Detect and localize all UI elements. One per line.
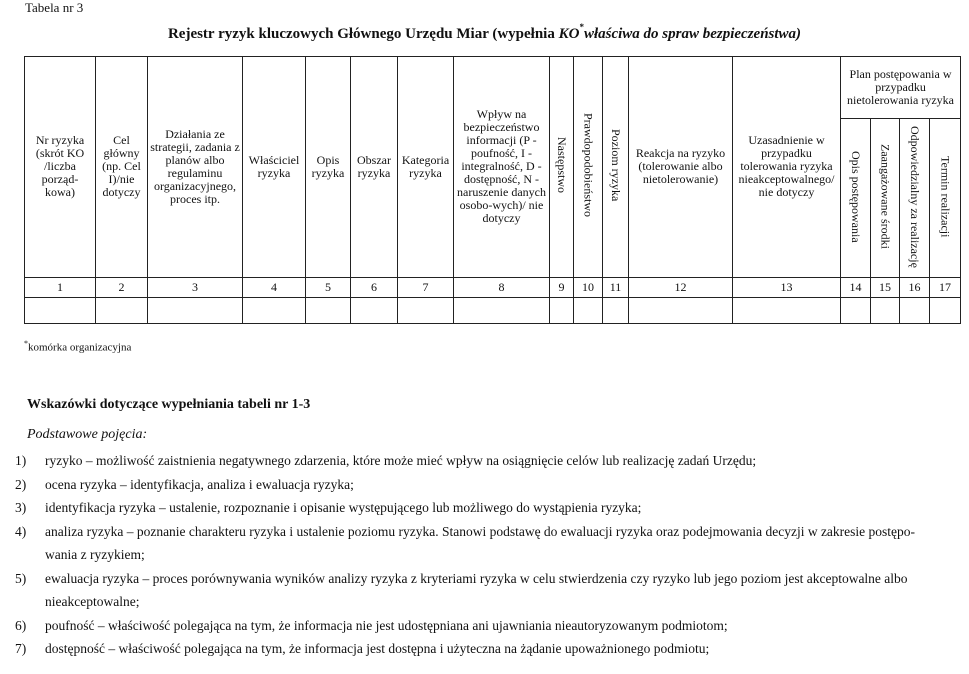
data-cell: [629, 297, 733, 323]
header-security-impact: Wpływ na bezpieczeństwo informacji (P -poufność, I - integralność, D - dostępność, N - naruszenie danych osobo-wych)/ nie dotyczy: [454, 57, 550, 278]
header-deadline: [930, 119, 961, 278]
header-consequence: [550, 57, 574, 278]
number-row: [25, 277, 961, 297]
title-owner: właściwa do spraw bezpieczeństwa): [583, 26, 802, 42]
list-item: [0, 520, 960, 567]
header-risk-description: Opis ryzyka: [306, 57, 351, 278]
guidance-subtitle: Podstawowe pojęcia:: [27, 427, 148, 442]
list-item-text-continued: nieakceptowalne;: [45, 594, 140, 609]
data-cell: [871, 297, 900, 323]
list-item-number: 6): [15, 617, 27, 633]
title-ko: KO: [558, 26, 580, 42]
list-item-text: ewaluacja ryzyka – proces porównywania wyników analizy ryzyka z kryteriami ryzyka w celu stwierdzenia czy ryzyko lub jego poziom jest akceptowalne albo: [45, 570, 908, 586]
data-cell: [603, 297, 629, 323]
data-cell: [148, 297, 243, 323]
list-item: [0, 637, 960, 661]
data-cell: [96, 297, 148, 323]
list-item-number: 4): [15, 523, 27, 539]
col-number: 13: [733, 277, 841, 297]
data-cell: [454, 297, 550, 323]
list-item: [0, 473, 960, 497]
col-number: 16: [900, 277, 930, 297]
data-cell: [733, 297, 841, 323]
guidance-title: Wskazówki dotyczące wypełniania tabeli nr 1-3: [27, 397, 311, 412]
list-item-number: 2): [15, 476, 27, 492]
header-resources: [871, 119, 900, 278]
col-number: 3: [148, 277, 243, 297]
col-number: 6: [351, 277, 398, 297]
list-item-text: ocena ryzyka – identyfikacja, analiza i ewaluacja ryzyka;: [45, 476, 354, 492]
col-number: 12: [629, 277, 733, 297]
header-risk-level: [603, 57, 629, 278]
header-risk-category: Kategoria ryzyka: [398, 57, 454, 278]
list-item-number: 5): [15, 570, 27, 586]
col-number: 9: [550, 277, 574, 297]
list-item-number: 1): [15, 453, 27, 468]
list-item: [0, 614, 960, 638]
header-probability: [574, 57, 603, 278]
col-number: 15: [871, 277, 900, 297]
col-number: 7: [398, 277, 454, 297]
list-item-text: dostępność – właściwość polegająca na tym, że informacja jest dostępna i użyteczna na żądanie upoważnionego podmiotu;: [45, 641, 710, 656]
list-item: [0, 449, 960, 473]
header-probability-text: Prawdopodobieństwo: [581, 113, 596, 218]
col-number: 2: [96, 277, 148, 297]
footnote-text: komórka organizacyjna: [28, 341, 132, 354]
header-actions: Działania ze strategii, zadania z planów albo regulaminu organizacyjnego, proces itp.: [148, 57, 243, 278]
header-resources-text: Zaangażowane środki: [878, 144, 893, 249]
data-cell: [841, 297, 871, 323]
footnote-mark: *: [24, 339, 28, 348]
col-number: 4: [243, 277, 306, 297]
empty-data-row: [25, 297, 961, 323]
header-plan-description: [841, 119, 871, 278]
header-risk-area: Obszar ryzyka: [351, 57, 398, 278]
data-cell: [306, 297, 351, 323]
data-cell: [900, 297, 930, 323]
data-cell: [398, 297, 454, 323]
list-item-number: 3): [15, 500, 27, 515]
data-cell: [25, 297, 96, 323]
list-item-text: ryzyko – możliwość zaistnienia negatywnego zdarzenia, które może mieć wpływ na osiągnięcie celów lub realizację zadań Urzędu;: [45, 453, 757, 468]
header-main-goal: Cel główny (np. Cel I)/nie dotyczy: [96, 57, 148, 278]
header-responsible: [900, 119, 930, 278]
data-cell: [550, 297, 574, 323]
col-number: 17: [930, 277, 961, 297]
list-item: [0, 567, 960, 614]
data-cell: [574, 297, 603, 323]
footnote: [24, 339, 131, 354]
header-risk-response: Reakcja na ryzyko (tolerowanie albo nietolerowanie): [629, 57, 733, 278]
col-number: 5: [306, 277, 351, 297]
header-risk-number: Nr ryzyka (skrót KO /liczba porząd-kowa): [25, 57, 96, 278]
list-item: [0, 496, 960, 520]
data-cell: [930, 297, 961, 323]
col-number: 8: [454, 277, 550, 297]
title-footnote-mark: *: [579, 22, 584, 32]
header-responsible-text: Odpowiedzialny za realizację: [908, 125, 922, 268]
header-risk-owner: Właściciel ryzyka: [243, 57, 306, 278]
list-item-text-continued: wania z ryzykiem;: [45, 547, 145, 562]
definitions-list: [0, 449, 960, 661]
list-item-text: identyfikacja ryzyka – ustalenie, rozpoznanie i opisanie występującego lub możliwego do wystąpienia ryzyka;: [45, 500, 642, 515]
title-text: Rejestr ryzyk kluczowych Głównego Urzędu Miar (wypełnia: [167, 26, 559, 42]
header-deadline-text: Termin realizacji: [938, 155, 953, 238]
col-number: 1: [25, 277, 96, 297]
page-title: [0, 24, 969, 43]
header-justification: Uzasadnienie w przypadku tolerowania ryzyka nieakceptowalnego/ nie dotyczy: [733, 57, 841, 278]
list-item-number: 7): [15, 641, 27, 656]
list-item-text: analiza ryzyka – poznanie charakteru ryzyka i ustalenie poziomu ryzyka. Stanowi podstawę do ewaluacji ryzyka oraz podejmowania decyzji w zakresie postępo-: [45, 523, 916, 539]
col-number: 11: [603, 277, 629, 297]
header-plan-description-text: Opis postępowania: [849, 150, 863, 243]
col-number: 10: [574, 277, 603, 297]
col-number: 14: [841, 277, 871, 297]
header-consequence-text: Następstwo: [555, 137, 569, 194]
list-item-text: poufność – właściwość polegająca na tym, że informacja nie jest udostępniana ani ujawniania nieautoryzowanym podmiotom;: [45, 617, 728, 633]
header-risk-level-text: Poziom ryzyka: [609, 129, 623, 202]
header-plan-group: Plan postępowania w przypadku nietolerowania ryzyka: [841, 57, 961, 119]
table-number: Tabela nr 3: [25, 0, 84, 15]
data-cell: [351, 297, 398, 323]
risk-register-table: [24, 56, 961, 324]
data-cell: [243, 297, 306, 323]
